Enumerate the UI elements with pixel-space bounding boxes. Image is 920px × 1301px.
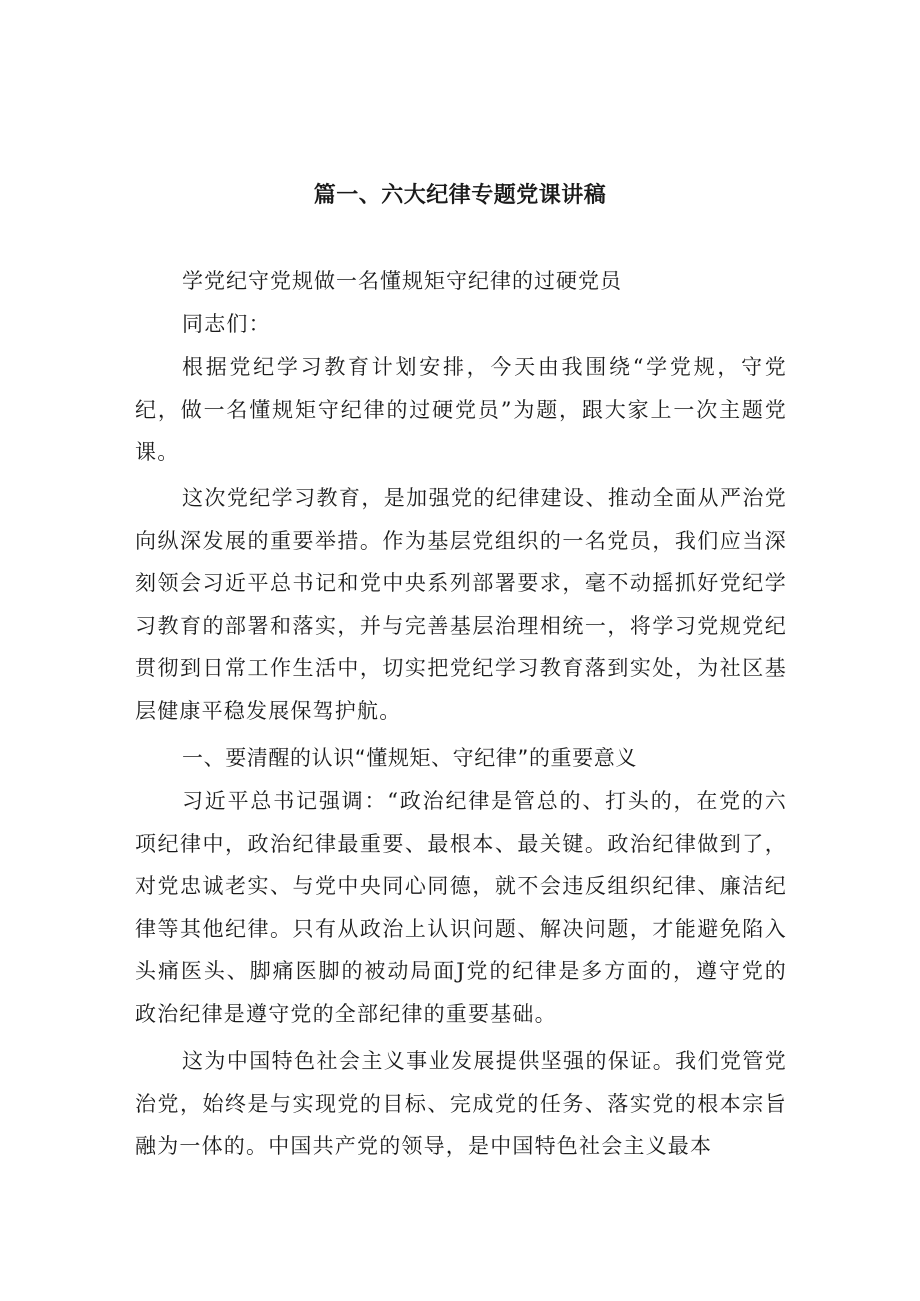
greeting: 同志们：	[182, 312, 271, 336]
section-heading: 一、要清醒的认识“懂规矩、守纪律”的重要意义	[182, 746, 637, 770]
page-title: 篇一、六大纪律专题党课讲稿	[313, 182, 607, 208]
body-paragraph: 这为中国特色社会主义事业发展提供坚强的保证。我们党管党治党，始终是与实现党的目标、完成党的任务、落实党的根本宗旨融为一体的。中国共产党的领导，是中国特色社会主义最本	[135, 1049, 787, 1159]
body-paragraph: 根据党纪学习教育计划安排，今天由我围绕“学党规，守党纪，做一名懂规矩守纪律的过硬党员”为题，跟大家上一次主题党课。	[135, 355, 787, 465]
body-paragraph: 习近平总书记强调：“政治纪律是管总的、打头的，在党的六项纪律中，政治纪律最重要、最根本、最关键。政治纪律做到了，对党忠诚老实、与党中央同心同德，就不会违反组织纪律、廉洁纪律等其他纪律。只有从政治上认识问题、解决问题，才能避免陷入头痛医头、脚痛医脚的被动局面J党的纪律是多方面的，遵守党的政治纪律是遵守党的全部纪律的重要基础。	[135, 789, 787, 1026]
lecture-subtitle: 学党纪守党规做一名懂规矩守纪律的过硬党员	[182, 269, 622, 293]
body-paragraph: 这次党纪学习教育，是加强党的纪律建设、推动全面从严治党向纵深发展的重要举措。作为基层党组织的一名党员，我们应当深刻领会习近平总书记和党中央系列部署要求，毫不动摇抓好党纪学习教育的部署和落实，并与完善基层治理相统一，将学习党规党纪贯彻到日常工作生活中，切实把党纪学习教育落到实处，为社区基层健康平稳发展保驾护航。	[135, 486, 787, 723]
